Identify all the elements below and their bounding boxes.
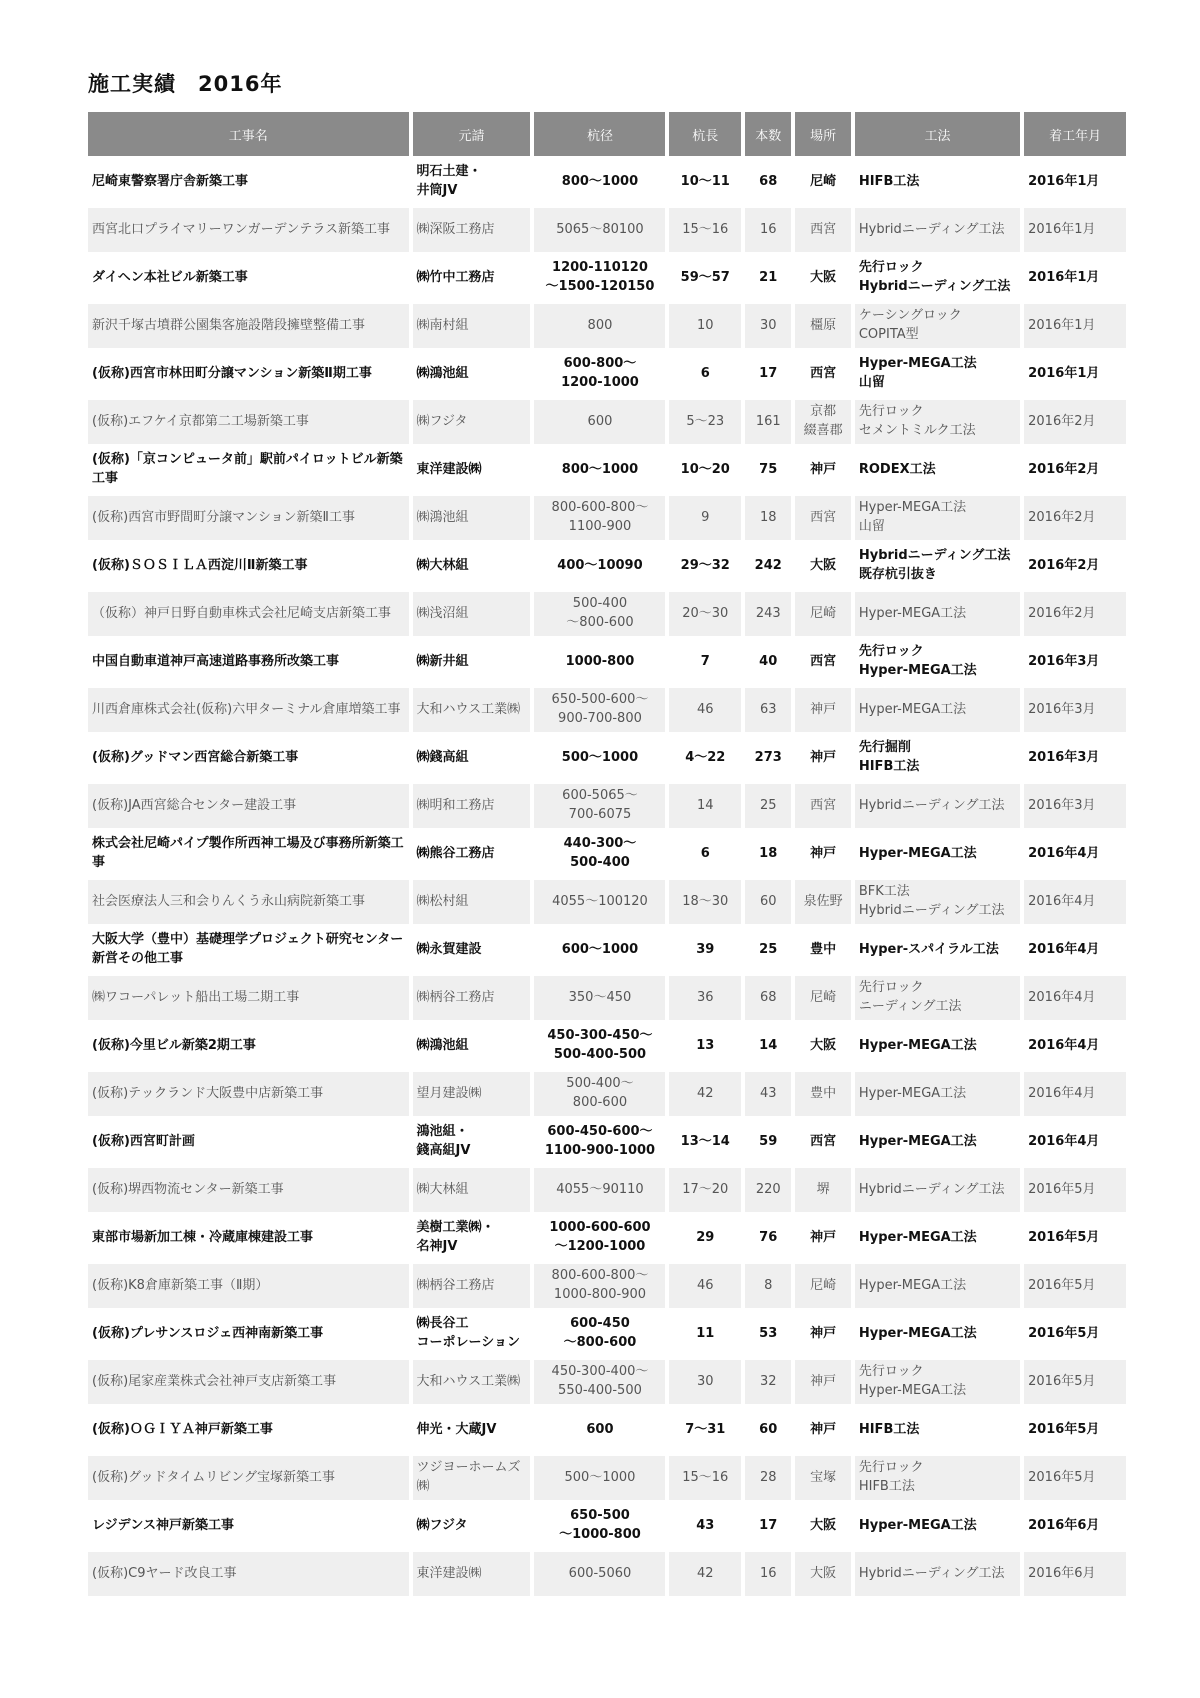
cell-location: 豊中 <box>795 1072 850 1116</box>
cell-project-name: 社会医療法人三和会りんくう永山病院新築工事 <box>88 880 409 924</box>
table-row <box>88 304 1126 348</box>
cell-pile-length: 59〜57 <box>669 256 741 300</box>
cell-method: 先行ロック Hyper-MEGA工法 <box>855 640 1020 684</box>
cell-start-date: 2016年1月 <box>1024 208 1126 252</box>
cell-start-date: 2016年4月 <box>1024 1024 1126 1068</box>
cell-pile-diameter: 600〜1000 <box>534 928 665 972</box>
cell-pile-length: 6 <box>669 352 741 396</box>
cell-pile-length: 15〜16 <box>669 208 741 252</box>
cell-start-date: 2016年5月 <box>1024 1312 1126 1356</box>
cell-location: 堺 <box>795 1168 850 1212</box>
cell-location: 西宮 <box>795 1120 850 1164</box>
cell-project-name: (仮称)テックランド大阪豊中店新築工事 <box>88 1072 409 1116</box>
cell-contractor: ㈱明和工務店 <box>413 784 531 828</box>
cell-location: 西宮 <box>795 352 850 396</box>
cell-method: Hyper-MEGA工法 <box>855 1504 1020 1548</box>
cell-method: Hybridニーディング工法 <box>855 784 1020 828</box>
cell-location: 尼崎 <box>795 592 850 636</box>
cell-method: 先行ロック Hyper-MEGA工法 <box>855 1360 1020 1404</box>
cell-project-name: 株式会社尼崎パイプ製作所西神工場及び事務所新築工事 <box>88 832 409 876</box>
cell-pile-diameter: 400〜10090 <box>534 544 665 588</box>
cell-contractor: ㈱長谷工 コーポレーション <box>413 1312 531 1356</box>
cell-pile-diameter: 600 <box>534 400 665 444</box>
cell-contractor: 東洋建設㈱ <box>413 448 531 492</box>
cell-start-date: 2016年5月 <box>1024 1408 1126 1452</box>
cell-location: 大阪 <box>795 256 850 300</box>
cell-pile-count: 17 <box>745 1504 791 1548</box>
cell-project-name: (仮称)プレサンスロジェ西神南新築工事 <box>88 1312 409 1356</box>
cell-pile-length: 11 <box>669 1312 741 1356</box>
table-row <box>88 736 1126 780</box>
cell-contractor: 大和ハウス工業㈱ <box>413 1360 531 1404</box>
cell-start-date: 2016年3月 <box>1024 784 1126 828</box>
cell-location: 神戸 <box>795 1216 850 1260</box>
header-location: 場所 <box>795 112 850 156</box>
cell-pile-diameter: 500〜1000 <box>534 736 665 780</box>
cell-pile-length: 5〜23 <box>669 400 741 444</box>
cell-pile-count: 53 <box>745 1312 791 1356</box>
cell-start-date: 2016年3月 <box>1024 640 1126 684</box>
cell-location: 大阪 <box>795 1504 850 1548</box>
cell-pile-length: 20〜30 <box>669 592 741 636</box>
cell-pile-count: 16 <box>745 1552 791 1596</box>
cell-pile-count: 220 <box>745 1168 791 1212</box>
cell-pile-count: 63 <box>745 688 791 732</box>
cell-method: Hyper-MEGA工法 <box>855 1264 1020 1308</box>
cell-contractor: ㈱南村組 <box>413 304 531 348</box>
cell-method: HIFB工法 <box>855 160 1020 204</box>
cell-pile-length: 15〜16 <box>669 1456 741 1500</box>
cell-contractor: ㈱浅沼組 <box>413 592 531 636</box>
cell-pile-length: 42 <box>669 1072 741 1116</box>
cell-location: 大阪 <box>795 544 850 588</box>
cell-pile-count: 25 <box>745 928 791 972</box>
cell-start-date: 2016年5月 <box>1024 1264 1126 1308</box>
cell-pile-count: 18 <box>745 832 791 876</box>
cell-contractor: ㈱鴻池組 <box>413 496 531 540</box>
cell-start-date: 2016年4月 <box>1024 832 1126 876</box>
cell-start-date: 2016年5月 <box>1024 1360 1126 1404</box>
cell-start-date: 2016年1月 <box>1024 352 1126 396</box>
cell-start-date: 2016年2月 <box>1024 592 1126 636</box>
cell-pile-count: 60 <box>745 1408 791 1452</box>
cell-project-name: 新沢千塚古墳群公園集客施設階段擁壁整備工事 <box>88 304 409 348</box>
header-pile-diameter: 杭径 <box>534 112 665 156</box>
cell-start-date: 2016年6月 <box>1024 1552 1126 1596</box>
cell-pile-length: 7 <box>669 640 741 684</box>
cell-pile-count: 30 <box>745 304 791 348</box>
cell-method: Hyper-MEGA工法 <box>855 592 1020 636</box>
cell-contractor: ㈱深阪工務店 <box>413 208 531 252</box>
cell-project-name: 川西倉庫株式会社(仮称)六甲ターミナル倉庫増築工事 <box>88 688 409 732</box>
cell-location: 尼崎 <box>795 1264 850 1308</box>
cell-start-date: 2016年4月 <box>1024 1072 1126 1116</box>
table-row <box>88 1072 1126 1116</box>
cell-contractor: 美樹工業㈱・ 名神JV <box>413 1216 531 1260</box>
header-pile-count: 本数 <box>745 112 791 156</box>
cell-pile-diameter: 4055〜90110 <box>534 1168 665 1212</box>
header-row <box>88 112 1126 156</box>
table-row <box>88 400 1126 444</box>
cell-location: 神戸 <box>795 1312 850 1356</box>
cell-method: Hybridニーディング工法 <box>855 1552 1020 1596</box>
cell-project-name: (仮称)グッドタイムリビング宝塚新築工事 <box>88 1456 409 1500</box>
cell-method: Hybridニーディング工法 <box>855 1168 1020 1212</box>
table-row <box>88 544 1126 588</box>
cell-location: 神戸 <box>795 736 850 780</box>
cell-contractor: ツジヨーホームズ㈱ <box>413 1456 531 1500</box>
cell-location: 神戸 <box>795 1360 850 1404</box>
cell-location: 橿原 <box>795 304 850 348</box>
cell-pile-diameter: 650-500-600〜 900-700-800 <box>534 688 665 732</box>
cell-location: 尼崎 <box>795 160 850 204</box>
header-contractor: 元請 <box>413 112 531 156</box>
cell-project-name: (仮称)グッドマン西宮総合新築工事 <box>88 736 409 780</box>
cell-pile-count: 273 <box>745 736 791 780</box>
cell-method: RODEX工法 <box>855 448 1020 492</box>
cell-project-name: (仮称)JA西宮総合センター建設工事 <box>88 784 409 828</box>
cell-pile-length: 7〜31 <box>669 1408 741 1452</box>
cell-project-name: (仮称)K8倉庫新築工事（Ⅱ期） <box>88 1264 409 1308</box>
cell-start-date: 2016年4月 <box>1024 1120 1126 1164</box>
cell-project-name: (仮称)ＳＯＳＩＬＡ西淀川Ⅱ新築工事 <box>88 544 409 588</box>
cell-start-date: 2016年3月 <box>1024 736 1126 780</box>
cell-pile-diameter: 5065〜80100 <box>534 208 665 252</box>
cell-contractor: ㈱フジタ <box>413 400 531 444</box>
cell-pile-count: 43 <box>745 1072 791 1116</box>
cell-pile-count: 60 <box>745 880 791 924</box>
cell-method: Hyper-スパイラル工法 <box>855 928 1020 972</box>
cell-project-name: (仮称)西宮市野間町分譲マンション新築Ⅱ工事 <box>88 496 409 540</box>
cell-location: 神戸 <box>795 832 850 876</box>
cell-contractor: 東洋建設㈱ <box>413 1552 531 1596</box>
cell-pile-length: 10 <box>669 304 741 348</box>
cell-method: 先行ロック セメントミルク工法 <box>855 400 1020 444</box>
table-row <box>88 784 1126 828</box>
cell-project-name: ㈱ワコーパレット船出工場二期工事 <box>88 976 409 1020</box>
cell-method: Hyper-MEGA工法 <box>855 1120 1020 1164</box>
cell-pile-count: 14 <box>745 1024 791 1068</box>
cell-contractor: 大和ハウス工業㈱ <box>413 688 531 732</box>
cell-pile-diameter: 600-450 〜800-600 <box>534 1312 665 1356</box>
header-project-name: 工事名 <box>88 112 409 156</box>
cell-pile-count: 17 <box>745 352 791 396</box>
cell-pile-count: 68 <box>745 160 791 204</box>
cell-method: Hyper-MEGA工法 山留 <box>855 496 1020 540</box>
cell-project-name: (仮称)尾家産業株式会社神戸支店新築工事 <box>88 1360 409 1404</box>
cell-pile-count: 161 <box>745 400 791 444</box>
cell-pile-length: 13 <box>669 1024 741 1068</box>
cell-location: 西宮 <box>795 640 850 684</box>
cell-method: 先行ロック Hybridニーディング工法 <box>855 256 1020 300</box>
cell-start-date: 2016年3月 <box>1024 688 1126 732</box>
cell-location: 神戸 <box>795 448 850 492</box>
table-row <box>88 832 1126 876</box>
cell-pile-length: 17〜20 <box>669 1168 741 1212</box>
header-method: 工法 <box>855 112 1020 156</box>
cell-pile-count: 40 <box>745 640 791 684</box>
cell-pile-count: 21 <box>745 256 791 300</box>
cell-location: 尼崎 <box>795 976 850 1020</box>
cell-start-date: 2016年2月 <box>1024 496 1126 540</box>
cell-pile-length: 6 <box>669 832 741 876</box>
table-row <box>88 448 1126 492</box>
cell-pile-length: 9 <box>669 496 741 540</box>
cell-method: 先行ロック ニーディング工法 <box>855 976 1020 1020</box>
table-row <box>88 1456 1126 1500</box>
cell-pile-length: 46 <box>669 688 741 732</box>
cell-contractor: 望月建設㈱ <box>413 1072 531 1116</box>
cell-location: 京都 綴喜郡 <box>795 400 850 444</box>
cell-contractor: 明石土建・ 井筒JV <box>413 160 531 204</box>
cell-pile-count: 16 <box>745 208 791 252</box>
cell-project-name: (仮称)堺西物流センター新築工事 <box>88 1168 409 1212</box>
cell-contractor: ㈱柄谷工務店 <box>413 1264 531 1308</box>
page-title: 施工実績 2016年 <box>88 72 283 96</box>
cell-pile-diameter: 500-400 〜800-600 <box>534 592 665 636</box>
cell-start-date: 2016年4月 <box>1024 928 1126 972</box>
table-row <box>88 976 1126 1020</box>
cell-contractor: ㈱松村組 <box>413 880 531 924</box>
cell-pile-length: 29〜32 <box>669 544 741 588</box>
cell-pile-count: 25 <box>745 784 791 828</box>
cell-project-name: 大阪大学（豊中）基礎理学プロジェクト研究センター新営その他工事 <box>88 928 409 972</box>
cell-method: Hyper-MEGA工法 山留 <box>855 352 1020 396</box>
table-row <box>88 352 1126 396</box>
cell-contractor: ㈱大林組 <box>413 1168 531 1212</box>
cell-location: 西宮 <box>795 784 850 828</box>
cell-start-date: 2016年5月 <box>1024 1168 1126 1212</box>
cell-pile-length: 10〜11 <box>669 160 741 204</box>
cell-pile-length: 42 <box>669 1552 741 1596</box>
cell-pile-length: 13〜14 <box>669 1120 741 1164</box>
cell-method: Hyper-MEGA工法 <box>855 1024 1020 1068</box>
cell-pile-count: 8 <box>745 1264 791 1308</box>
cell-project-name: (仮称)ＯＧＩＹＡ神戸新築工事 <box>88 1408 409 1452</box>
cell-pile-diameter: 450-300-400〜 550-400-500 <box>534 1360 665 1404</box>
cell-pile-diameter: 1000-800 <box>534 640 665 684</box>
cell-location: 宝塚 <box>795 1456 850 1500</box>
cell-pile-diameter: 800 <box>534 304 665 348</box>
cell-location: 西宮 <box>795 208 850 252</box>
cell-start-date: 2016年4月 <box>1024 976 1126 1020</box>
table-row <box>88 1312 1126 1356</box>
cell-project-name: 尼崎東警察署庁舎新築工事 <box>88 160 409 204</box>
cell-start-date: 2016年6月 <box>1024 1504 1126 1548</box>
table-row <box>88 1552 1126 1596</box>
cell-pile-count: 75 <box>745 448 791 492</box>
cell-location: 大阪 <box>795 1552 850 1596</box>
cell-pile-diameter: 600-5065〜 700-6075 <box>534 784 665 828</box>
cell-contractor: ㈱フジタ <box>413 1504 531 1548</box>
cell-contractor: ㈱錢高組 <box>413 736 531 780</box>
cell-pile-length: 14 <box>669 784 741 828</box>
cell-pile-length: 10〜20 <box>669 448 741 492</box>
cell-pile-count: 28 <box>745 1456 791 1500</box>
cell-location: 神戸 <box>795 688 850 732</box>
cell-method: Hyper-MEGA工法 <box>855 1216 1020 1260</box>
cell-start-date: 2016年2月 <box>1024 544 1126 588</box>
cell-method: 先行ロック HIFB工法 <box>855 1456 1020 1500</box>
cell-pile-diameter: 1200-110120 〜1500-120150 <box>534 256 665 300</box>
cell-pile-diameter: 1000-600-600 〜1200-1000 <box>534 1216 665 1260</box>
cell-location: 泉佐野 <box>795 880 850 924</box>
cell-contractor: ㈱大林組 <box>413 544 531 588</box>
cell-pile-diameter: 600-450-600〜 1100-900-1000 <box>534 1120 665 1164</box>
table-row <box>88 1168 1126 1212</box>
cell-location: 西宮 <box>795 496 850 540</box>
table-row <box>88 208 1126 252</box>
table-row <box>88 1264 1126 1308</box>
cell-pile-count: 68 <box>745 976 791 1020</box>
cell-method: Hyper-MEGA工法 <box>855 1312 1020 1356</box>
cell-start-date: 2016年4月 <box>1024 880 1126 924</box>
cell-pile-diameter: 800-600-800〜 1100-900 <box>534 496 665 540</box>
cell-project-name: (仮称)C9ヤード改良工事 <box>88 1552 409 1596</box>
cell-project-name: (仮称)西宮町計画 <box>88 1120 409 1164</box>
cell-method: HIFB工法 <box>855 1408 1020 1452</box>
cell-pile-count: 76 <box>745 1216 791 1260</box>
cell-pile-diameter: 500-400〜 800-600 <box>534 1072 665 1116</box>
cell-pile-count: 59 <box>745 1120 791 1164</box>
cell-contractor: 鴻池組・ 錢高組JV <box>413 1120 531 1164</box>
cell-method: Hyper-MEGA工法 <box>855 688 1020 732</box>
cell-contractor: ㈱新井組 <box>413 640 531 684</box>
cell-project-name: (仮称)西宮市林田町分譲マンション新築Ⅱ期工事 <box>88 352 409 396</box>
table-row <box>88 496 1126 540</box>
cell-pile-count: 242 <box>745 544 791 588</box>
cell-method: Hyper-MEGA工法 <box>855 832 1020 876</box>
cell-contractor: ㈱柄谷工務店 <box>413 976 531 1020</box>
cell-pile-diameter: 600-800〜 1200-1000 <box>534 352 665 396</box>
table-row <box>88 256 1126 300</box>
cell-pile-length: 36 <box>669 976 741 1020</box>
cell-contractor: 伸光・大蔵JV <box>413 1408 531 1452</box>
table-row <box>88 880 1126 924</box>
cell-pile-length: 39 <box>669 928 741 972</box>
cell-pile-diameter: 800〜1000 <box>534 160 665 204</box>
table-row <box>88 1120 1126 1164</box>
cell-method: Hybridニーディング工法 <box>855 208 1020 252</box>
table-row <box>88 640 1126 684</box>
cell-method: ケーシングロック COPITA型 <box>855 304 1020 348</box>
cell-start-date: 2016年1月 <box>1024 256 1126 300</box>
construction-record-table <box>84 108 1130 1600</box>
cell-pile-length: 4〜22 <box>669 736 741 780</box>
cell-method: Hybridニーディング工法 既存杭引抜き <box>855 544 1020 588</box>
cell-contractor: ㈱鴻池組 <box>413 1024 531 1068</box>
cell-pile-diameter: 450-300-450〜 500-400-500 <box>534 1024 665 1068</box>
cell-start-date: 2016年1月 <box>1024 160 1126 204</box>
cell-pile-count: 32 <box>745 1360 791 1404</box>
cell-method: BFK工法 Hybridニーディング工法 <box>855 880 1020 924</box>
cell-project-name: 東部市場新加工棟・冷蔵庫棟建設工事 <box>88 1216 409 1260</box>
cell-contractor: ㈱永賀建設 <box>413 928 531 972</box>
table-row <box>88 928 1126 972</box>
cell-location: 神戸 <box>795 1408 850 1452</box>
table-row <box>88 1360 1126 1404</box>
cell-pile-diameter: 600 <box>534 1408 665 1452</box>
cell-pile-diameter: 800-600-800〜 1000-800-900 <box>534 1264 665 1308</box>
header-start-date: 着工年月 <box>1024 112 1126 156</box>
table-row <box>88 1024 1126 1068</box>
cell-pile-length: 43 <box>669 1504 741 1548</box>
cell-start-date: 2016年5月 <box>1024 1456 1126 1500</box>
cell-start-date: 2016年5月 <box>1024 1216 1126 1260</box>
table-row <box>88 1408 1126 1452</box>
cell-pile-diameter: 650-500 〜1000-800 <box>534 1504 665 1548</box>
cell-project-name: レジデンス神戸新築工事 <box>88 1504 409 1548</box>
cell-contractor: ㈱竹中工務店 <box>413 256 531 300</box>
cell-contractor: ㈱熊谷工務店 <box>413 832 531 876</box>
cell-pile-count: 243 <box>745 592 791 636</box>
cell-pile-diameter: 4055〜100120 <box>534 880 665 924</box>
cell-pile-diameter: 800〜1000 <box>534 448 665 492</box>
cell-method: 先行掘削 HIFB工法 <box>855 736 1020 780</box>
cell-project-name: 中国自動車道神戸高速道路事務所改築工事 <box>88 640 409 684</box>
cell-start-date: 2016年2月 <box>1024 400 1126 444</box>
cell-pile-length: 29 <box>669 1216 741 1260</box>
cell-location: 豊中 <box>795 928 850 972</box>
cell-project-name: ダイヘン本社ビル新築工事 <box>88 256 409 300</box>
cell-project-name: 西宮北口プライマリーワンガーデンテラス新築工事 <box>88 208 409 252</box>
cell-pile-count: 18 <box>745 496 791 540</box>
table-row <box>88 688 1126 732</box>
cell-start-date: 2016年1月 <box>1024 304 1126 348</box>
table-row <box>88 1504 1126 1548</box>
cell-contractor: ㈱鴻池組 <box>413 352 531 396</box>
cell-project-name: （仮称）神戸日野自動車株式会社尼崎支店新築工事 <box>88 592 409 636</box>
cell-start-date: 2016年2月 <box>1024 448 1126 492</box>
cell-project-name: (仮称)「京コンピュータ前」駅前パイロットビル新築工事 <box>88 448 409 492</box>
cell-pile-diameter: 440-300〜 500-400 <box>534 832 665 876</box>
cell-pile-diameter: 600-5060 <box>534 1552 665 1596</box>
table-row <box>88 592 1126 636</box>
cell-pile-length: 30 <box>669 1360 741 1404</box>
cell-pile-length: 18〜30 <box>669 880 741 924</box>
cell-location: 大阪 <box>795 1024 850 1068</box>
cell-method: Hyper-MEGA工法 <box>855 1072 1020 1116</box>
table-row <box>88 160 1126 204</box>
cell-pile-diameter: 350〜450 <box>534 976 665 1020</box>
cell-pile-length: 46 <box>669 1264 741 1308</box>
cell-project-name: (仮称)今里ビル新築2期工事 <box>88 1024 409 1068</box>
cell-pile-diameter: 500〜1000 <box>534 1456 665 1500</box>
cell-project-name: (仮称)エフケイ京都第二工場新築工事 <box>88 400 409 444</box>
table-row <box>88 1216 1126 1260</box>
header-pile-length: 杭長 <box>669 112 741 156</box>
